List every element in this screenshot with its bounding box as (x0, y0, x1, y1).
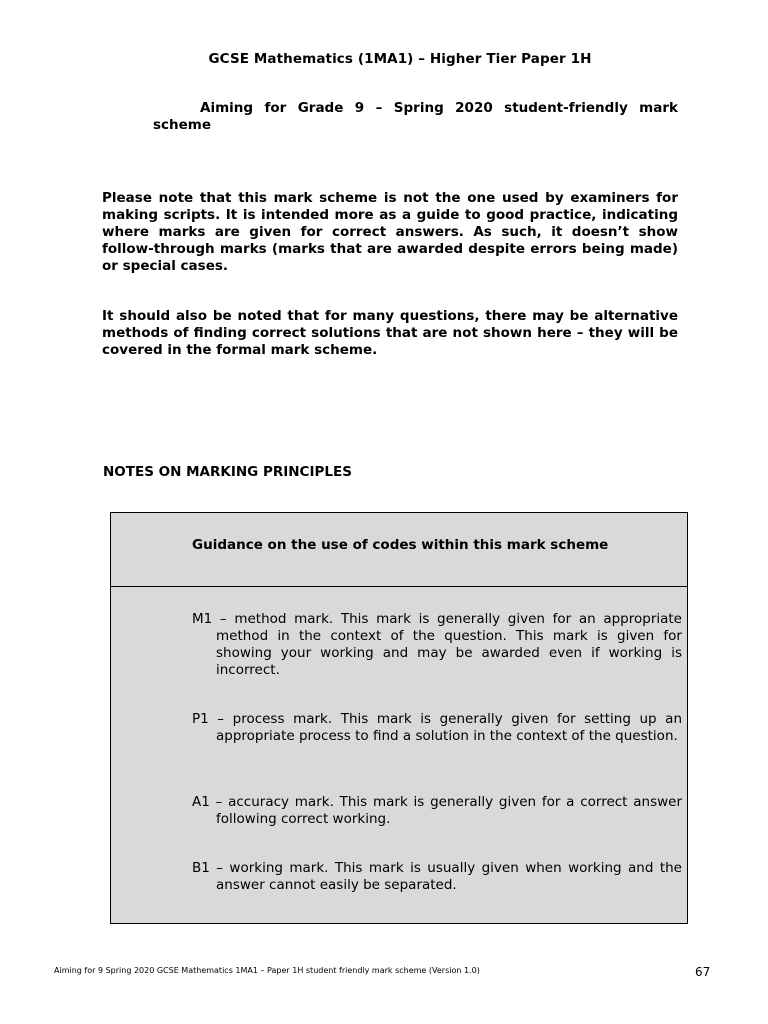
code-m1-description: M1 – method mark. This mark is generally given for an appropriate method in the context of the question. This mark is given for showing your working and may be awarded even if working is incorrect. (192, 611, 682, 678)
guidance-header: Guidance on the use of codes within this mark scheme (111, 513, 687, 587)
code-b1-description: B1 – working mark. This mark is usually given when working and the answer cannot easily be separated. (192, 860, 682, 893)
intro-paragraph-1: Please note that this mark scheme is not the one used by examiners for making scripts. It is intended more as a guide to good practice, indicating where marks are given for correct answers. As such, it doesn’t show follow-through marks (marks that are awarded despite errors being made) or special cases. (102, 190, 678, 274)
footer-text: Aiming for 9 Spring 2020 GCSE Mathematics 1MA1 – Paper 1H student friendly mark scheme (Version 1.0) (54, 966, 480, 975)
guidance-box (110, 512, 688, 924)
code-p1-description: P1 – process mark. This mark is generally given for setting up an appropriate process to find a solution in the context of the question. (192, 711, 682, 744)
code-a1-description: A1 – accuracy mark. This mark is generally given for a correct answer following correct working. (192, 794, 682, 827)
page-subtitle: Aiming for Grade 9 – Spring 2020 student-friendly mark scheme (153, 100, 678, 133)
page-title: GCSE Mathematics (1MA1) – Higher Tier Paper 1H (208, 51, 592, 67)
notes-heading: NOTES ON MARKING PRINCIPLES (103, 464, 352, 480)
page-number: 67 (695, 965, 711, 979)
intro-paragraph-2: It should also be noted that for many questions, there may be alternative methods of finding correct solutions that are not shown here – they will be covered in the formal mark scheme. (102, 308, 678, 358)
